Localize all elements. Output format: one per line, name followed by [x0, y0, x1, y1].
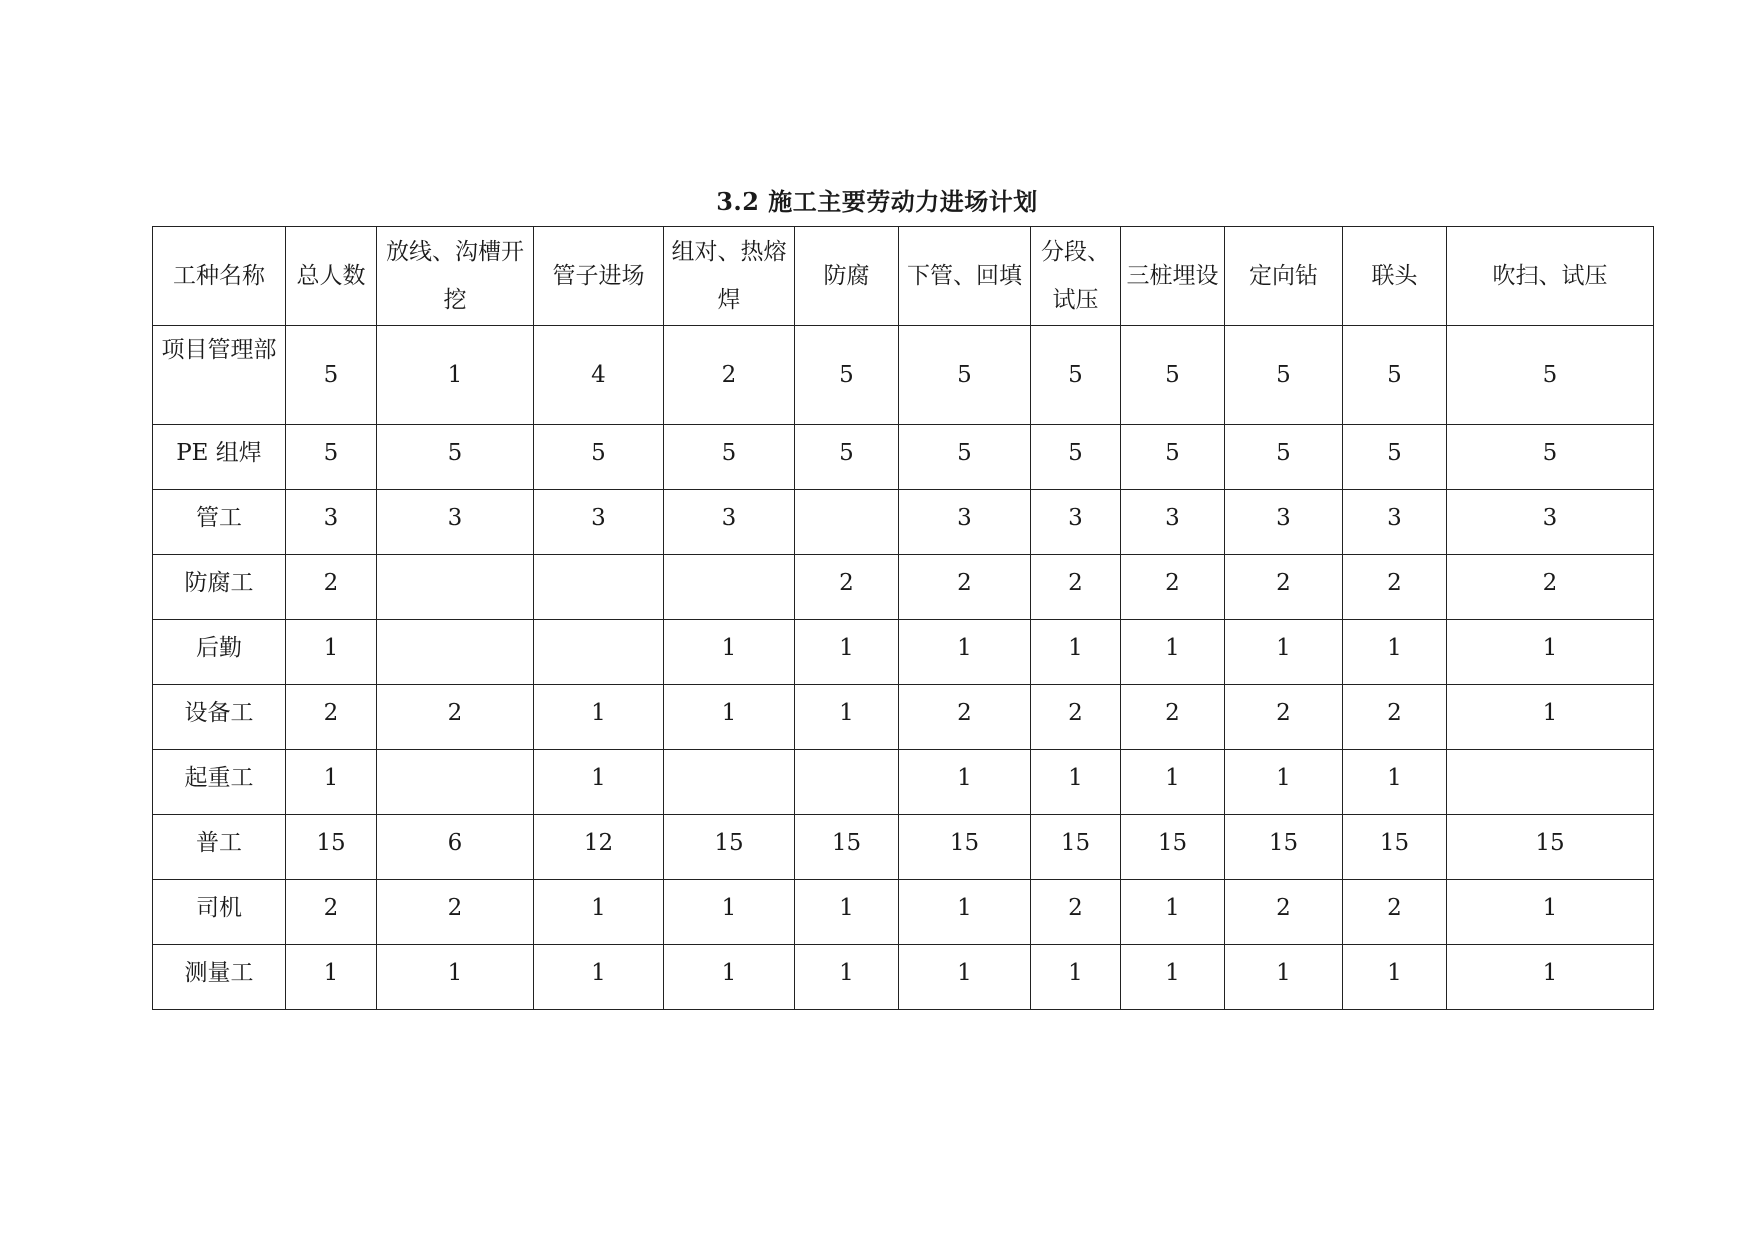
table-row [153, 815, 1654, 880]
row-label: 后勤 [153, 620, 286, 685]
table-cell [534, 620, 664, 685]
table-cell: 1 [286, 620, 377, 685]
table-cell: 3 [534, 490, 664, 555]
table-cell: 1 [664, 945, 795, 1010]
table-cell: 2 [1225, 880, 1343, 945]
column-header: 下管、回填 [899, 227, 1031, 326]
table-cell: 1 [1031, 750, 1121, 815]
row-label: 项目管理部 [153, 326, 286, 425]
row-label: 测量工 [153, 945, 286, 1010]
table-cell: 3 [1343, 490, 1447, 555]
table-cell [664, 555, 795, 620]
table-cell: 2 [377, 685, 534, 750]
table-cell: 1 [899, 750, 1031, 815]
table-cell: 15 [1447, 815, 1654, 880]
table-cell: 15 [1225, 815, 1343, 880]
table-cell: 1 [1447, 620, 1654, 685]
table-row [153, 490, 1654, 555]
table-cell: 1 [1343, 750, 1447, 815]
table-cell: 1 [377, 326, 534, 425]
table-cell: 5 [1225, 326, 1343, 425]
table-cell: 2 [1031, 685, 1121, 750]
table-cell: 3 [1031, 490, 1121, 555]
table-cell: 1 [377, 945, 534, 1010]
table-cell: 2 [1031, 880, 1121, 945]
table-cell: 15 [286, 815, 377, 880]
table-cell: 1 [1031, 620, 1121, 685]
table-cell: 1 [534, 750, 664, 815]
table-cell: 5 [286, 326, 377, 425]
table-cell: 5 [899, 425, 1031, 490]
table-cell: 1 [664, 685, 795, 750]
table-cell: 15 [664, 815, 795, 880]
table-cell: 1 [899, 620, 1031, 685]
table-cell: 1 [795, 620, 899, 685]
table-cell: 5 [377, 425, 534, 490]
table-cell: 1 [534, 685, 664, 750]
table-cell: 2 [377, 880, 534, 945]
table-cell: 12 [534, 815, 664, 880]
table-cell: 5 [1343, 326, 1447, 425]
table-cell: 1 [1121, 945, 1225, 1010]
table-cell: 1 [286, 945, 377, 1010]
table-cell: 5 [1121, 425, 1225, 490]
table-row [153, 326, 1654, 425]
table-cell: 3 [899, 490, 1031, 555]
table-cell: 5 [1225, 425, 1343, 490]
table-cell: 2 [1121, 555, 1225, 620]
table-cell: 1 [899, 945, 1031, 1010]
table-cell: 15 [1121, 815, 1225, 880]
table-cell: 15 [899, 815, 1031, 880]
table-row [153, 425, 1654, 490]
table-cell [377, 750, 534, 815]
table-cell: 15 [795, 815, 899, 880]
table-cell: 2 [1343, 685, 1447, 750]
table-cell: 2 [286, 880, 377, 945]
table-cell [377, 620, 534, 685]
table-cell: 5 [1343, 425, 1447, 490]
table-cell: 2 [1121, 685, 1225, 750]
table-cell: 2 [286, 685, 377, 750]
table-cell: 3 [1225, 490, 1343, 555]
table-cell: 5 [664, 425, 795, 490]
table-cell: 3 [1121, 490, 1225, 555]
table-cell: 2 [1447, 555, 1654, 620]
row-label: 司机 [153, 880, 286, 945]
table-cell: 5 [795, 326, 899, 425]
table-cell: 1 [1225, 945, 1343, 1010]
column-header: 工种名称 [153, 227, 286, 326]
table-cell: 1 [795, 945, 899, 1010]
table-cell: 6 [377, 815, 534, 880]
table-cell: 5 [286, 425, 377, 490]
table-cell: 15 [1343, 815, 1447, 880]
table-cell: 5 [1031, 425, 1121, 490]
table-cell: 1 [795, 685, 899, 750]
table-cell [795, 750, 899, 815]
table-cell: 2 [899, 685, 1031, 750]
table-cell: 2 [1225, 555, 1343, 620]
table-cell: 3 [1447, 490, 1654, 555]
column-header: 放线、沟槽开挖 [377, 227, 534, 326]
row-label: 管工 [153, 490, 286, 555]
table-cell [795, 490, 899, 555]
table-cell [664, 750, 795, 815]
table-cell: 1 [795, 880, 899, 945]
table-row [153, 750, 1654, 815]
table-cell: 2 [286, 555, 377, 620]
table-cell: 1 [664, 620, 795, 685]
table-cell: 1 [664, 880, 795, 945]
column-header: 联头 [1343, 227, 1447, 326]
table-row [153, 945, 1654, 1010]
row-label: 设备工 [153, 685, 286, 750]
table-cell: 1 [534, 945, 664, 1010]
table-cell: 1 [1121, 620, 1225, 685]
table-cell: 15 [1031, 815, 1121, 880]
table-cell: 5 [1447, 326, 1654, 425]
table-cell [1447, 750, 1654, 815]
table-row [153, 620, 1654, 685]
table-cell: 2 [795, 555, 899, 620]
column-header: 三桩埋设 [1121, 227, 1225, 326]
row-label: 起重工 [153, 750, 286, 815]
column-header: 管子进场 [534, 227, 664, 326]
table-cell: 1 [1343, 945, 1447, 1010]
table-cell: 3 [377, 490, 534, 555]
table-cell: 2 [1343, 555, 1447, 620]
table-cell: 3 [664, 490, 795, 555]
table-cell: 1 [534, 880, 664, 945]
table-cell: 5 [1447, 425, 1654, 490]
table-cell: 5 [899, 326, 1031, 425]
table-row [153, 555, 1654, 620]
table-cell: 2 [664, 326, 795, 425]
column-header: 防腐 [795, 227, 899, 326]
page-title: 3.2 施工主要劳动力进场计划 [716, 187, 1038, 216]
table-cell: 5 [795, 425, 899, 490]
table-cell: 4 [534, 326, 664, 425]
column-header: 分段、试压 [1031, 227, 1121, 326]
table-cell [377, 555, 534, 620]
table-cell: 1 [286, 750, 377, 815]
table-cell: 2 [1225, 685, 1343, 750]
row-label: 普工 [153, 815, 286, 880]
table-cell: 1 [1031, 945, 1121, 1010]
table-cell: 1 [899, 880, 1031, 945]
table-cell: 1 [1121, 880, 1225, 945]
table-cell: 5 [1121, 326, 1225, 425]
table-cell: 3 [286, 490, 377, 555]
table-cell: 5 [534, 425, 664, 490]
row-label: PE 组焊 [153, 425, 286, 490]
table-cell: 1 [1225, 750, 1343, 815]
table-cell: 1 [1447, 945, 1654, 1010]
row-label: 防腐工 [153, 555, 286, 620]
table-cell: 2 [1343, 880, 1447, 945]
labor-plan-table [152, 226, 1654, 1010]
column-header: 组对、热熔焊 [664, 227, 795, 326]
column-header: 总人数 [286, 227, 377, 326]
table-cell: 2 [1031, 555, 1121, 620]
table-cell: 1 [1447, 880, 1654, 945]
table-row [153, 880, 1654, 945]
table-cell: 1 [1343, 620, 1447, 685]
table-cell: 5 [1031, 326, 1121, 425]
header-row [153, 227, 1654, 326]
table-cell: 2 [899, 555, 1031, 620]
table-row [153, 685, 1654, 750]
table-cell: 1 [1447, 685, 1654, 750]
column-header: 定向钻 [1225, 227, 1343, 326]
table-cell: 1 [1225, 620, 1343, 685]
table-cell [534, 555, 664, 620]
column-header: 吹扫、试压 [1447, 227, 1654, 326]
table-cell: 1 [1121, 750, 1225, 815]
